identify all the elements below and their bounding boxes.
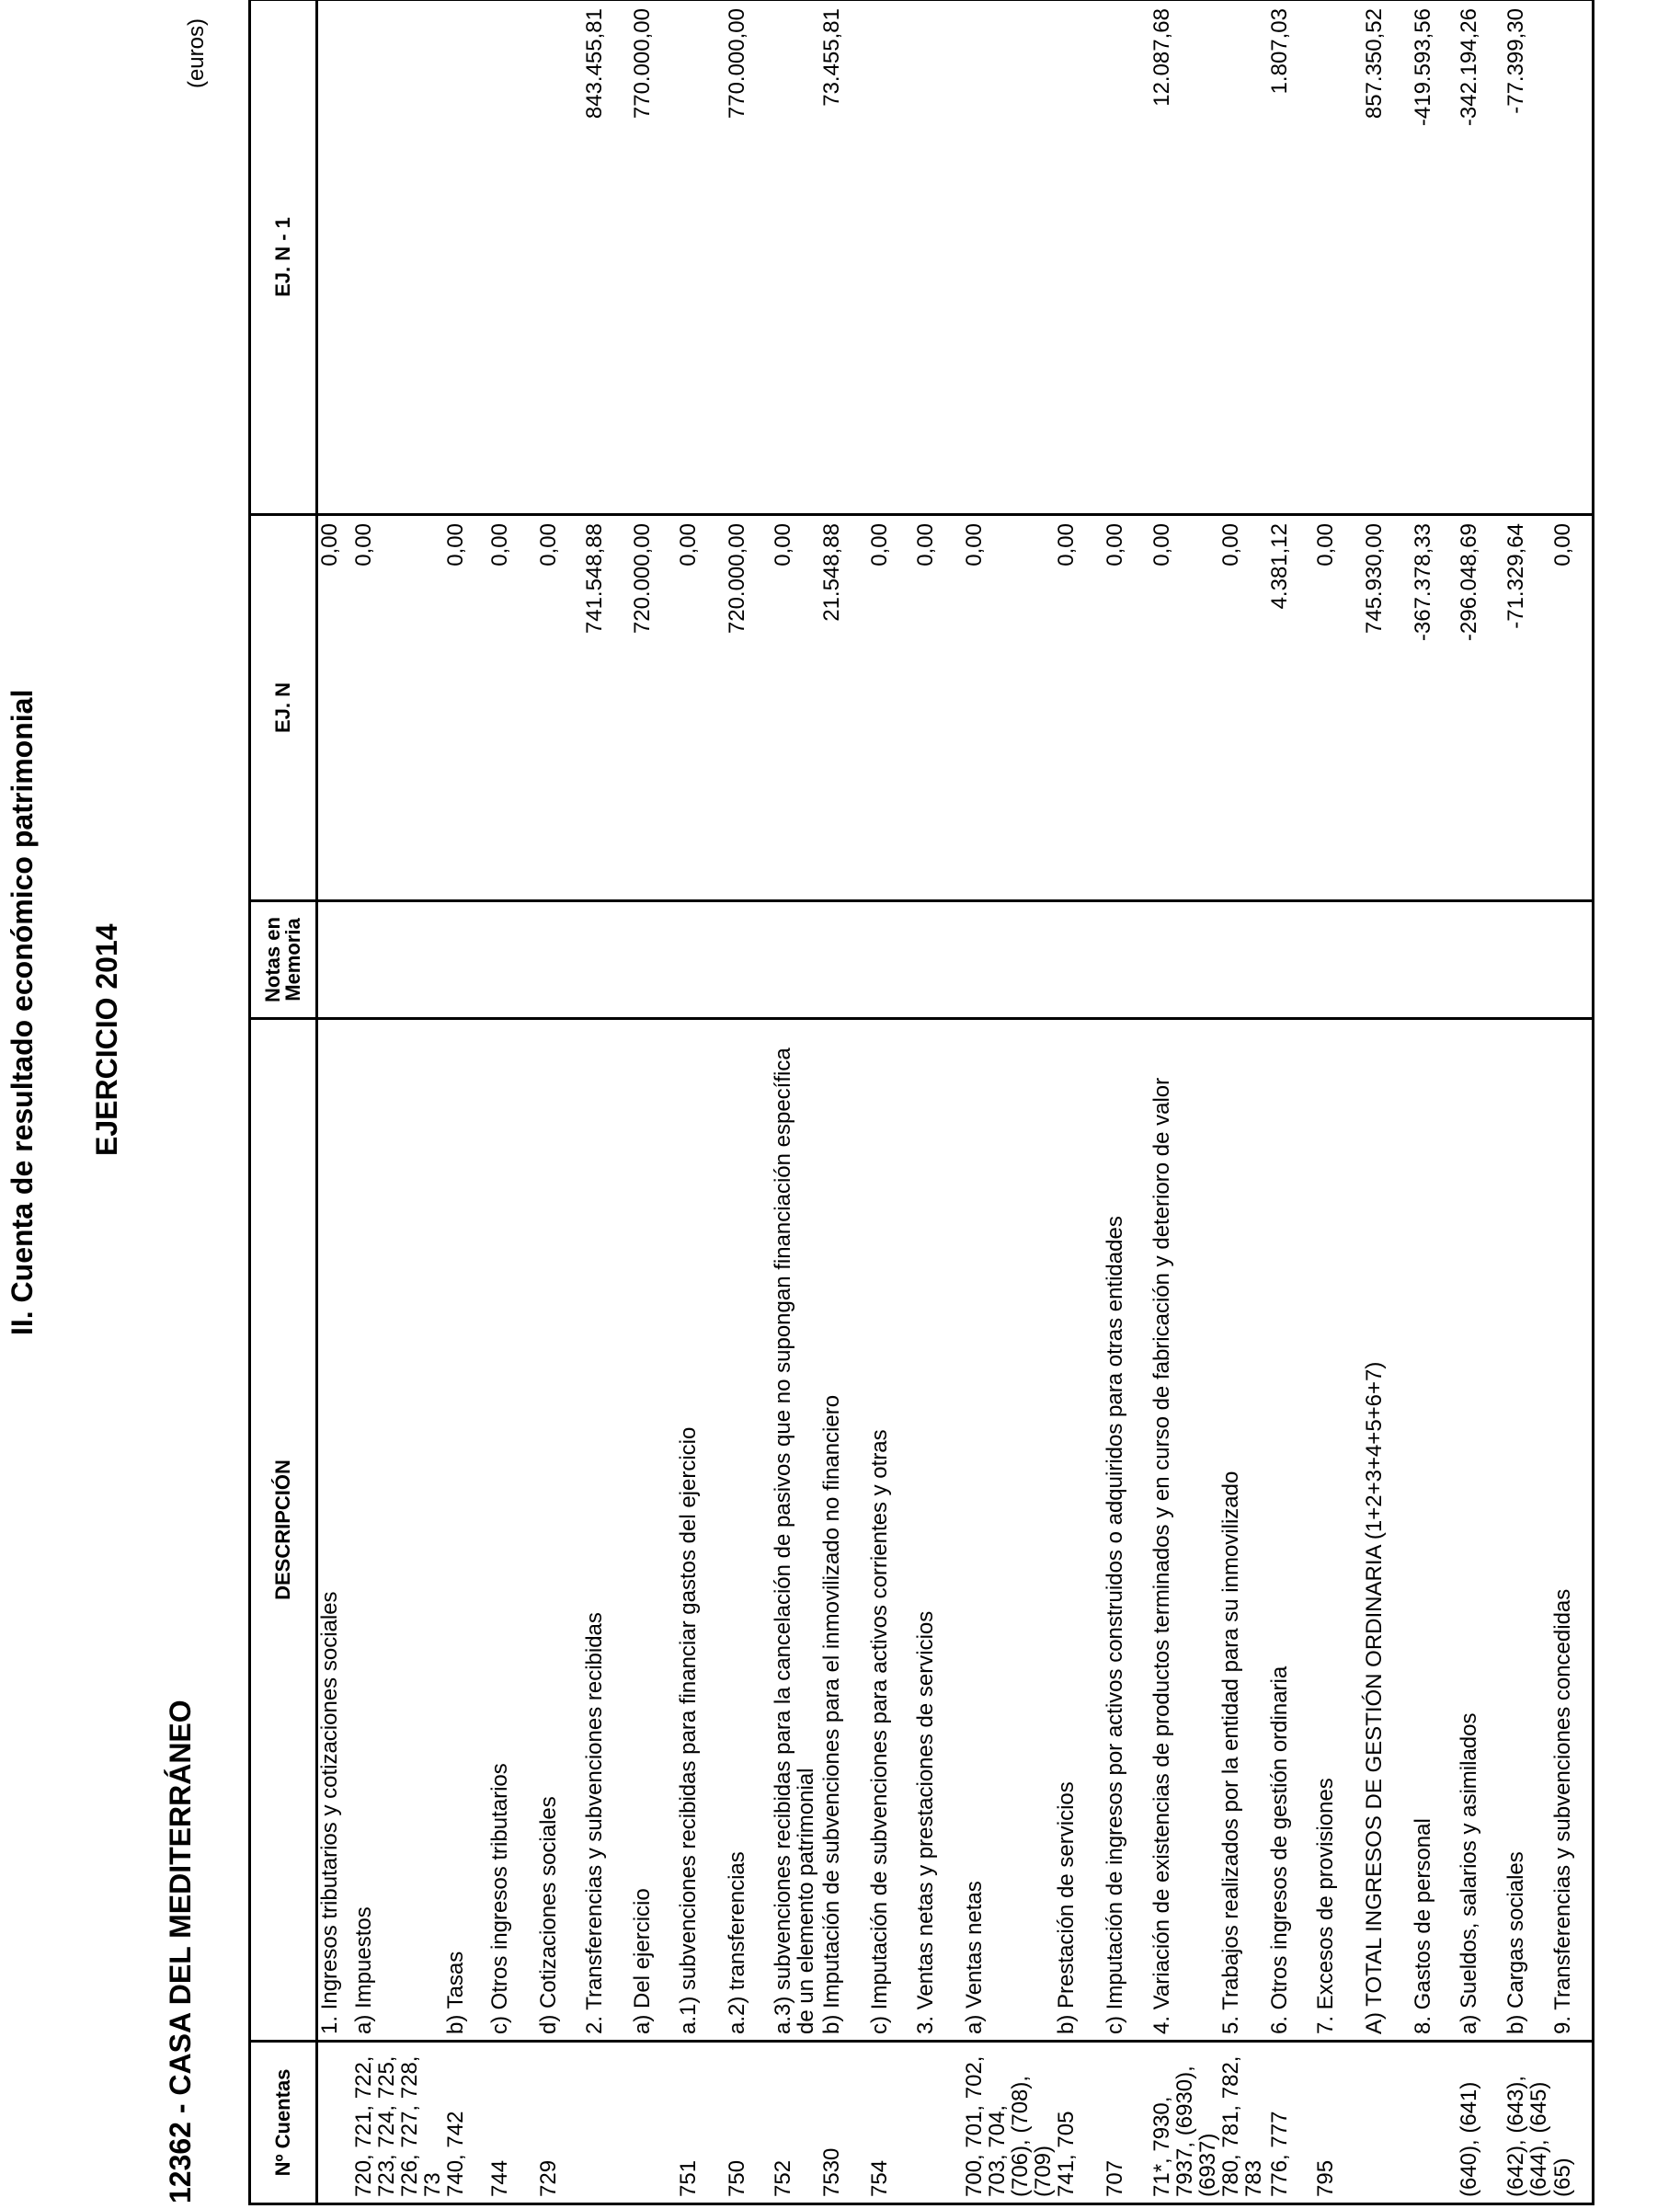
current-year-cell: 720.000,00 [726,515,771,901]
current-year-cell: 745.930,00 [1363,515,1411,901]
account-cell: 729 [537,2042,583,2204]
description-cell: 9. Transferencias y subvenciones concedidas [1551,1019,1594,2042]
description-cell: a) Sueldos, salarios y asimilados [1457,1019,1504,2042]
current-year-cell: 21.548,88 [820,515,868,901]
description-cell: b) Prestación de servicios [1055,1019,1103,2042]
description-cell: a) Ventas netas [963,1019,1055,2042]
notes-cell [677,901,726,1019]
description-cell: 4. Variación de existencias de productos terminados y en curso de fabricación y deterioro de valor [1150,1019,1219,2042]
table-row [1268,0,1314,2204]
notes-cell [963,901,1055,1019]
description-cell: 6. Otros ingresos de gestión ordinaria [1268,1019,1314,2042]
previous-year-cell [868,0,914,515]
current-year-cell: 0,00 [317,515,352,901]
current-year-cell: 0,00 [537,515,583,901]
table-row [1504,0,1551,2204]
header-description: DESCRIPCIÓN [250,1019,317,2042]
table-row [537,0,583,2204]
table-row [488,0,537,2204]
notes-cell [488,901,537,1019]
table-row [963,0,1055,2204]
table-row [1314,0,1363,2204]
previous-year-cell [352,0,444,515]
notes-cell [1219,901,1268,1019]
notes-cell [1055,901,1103,1019]
table-row [771,0,820,2204]
previous-year-cell: 843.455,81 [583,0,631,515]
description-cell: c) Imputación de ingresos por activos construidos o adquiridos para otras entidades [1103,1019,1150,2042]
table-row [583,0,631,2204]
notes-cell [1457,901,1504,1019]
description-cell: b) Tasas [444,1019,488,2042]
notes-cell [1504,901,1551,1019]
account-cell: 700, 701, 702, 703, 704, (706), (708), (709) [963,2042,1055,2204]
notes-cell [1150,901,1219,1019]
table-body [317,0,1594,2204]
current-year-cell: 0,00 [1551,515,1594,901]
account-cell: 744 [488,2042,537,2204]
table-row [868,0,914,2204]
current-year-cell: 0,00 [352,515,444,901]
description-cell: b) Imputación de subvenciones para el inmovilizado no financiero [820,1019,868,2042]
table-row [1411,0,1457,2204]
table-row [1551,0,1594,2204]
entity-heading: 12362 - CASA DEL MEDITERRÁNEO [164,1700,197,2203]
current-year-cell: 720.000,00 [631,515,677,901]
previous-year-cell: 857.350,52 [1363,0,1411,515]
previous-year-cell: -77.399,30 [1504,0,1551,515]
notes-cell [352,901,444,1019]
description-cell: 5. Trabajos realizados por la entidad para su inmovilizado [1219,1019,1268,2042]
account-cell: 751 [677,2042,726,2204]
account-cell [1411,2042,1457,2204]
previous-year-cell: 12.087,68 [1150,0,1219,515]
account-cell: 7530 [820,2042,868,2204]
description-cell: 2. Transferencias y subvenciones recibidas [583,1019,631,2042]
notes-cell [726,901,771,1019]
account-cell: 776, 777 [1268,2042,1314,2204]
account-cell [1363,2042,1411,2204]
description-cell: 7. Excesos de provisiones [1314,1019,1363,2042]
account-cell: (640), (641) [1457,2042,1504,2204]
current-year-cell: 0,00 [868,515,914,901]
description-cell: c) Otros ingresos tributarios [488,1019,537,2042]
description-cell: b) Cargas sociales [1504,1019,1551,2042]
description-cell: a.3) subvenciones recibidas para la cancelación de pasivos que no supongan financiación específica de un elemento patrimonial [771,1019,820,2042]
table-row [1363,0,1411,2204]
previous-year-cell: 770.000,00 [726,0,771,515]
current-year-cell: 0,00 [1314,515,1363,901]
previous-year-cell [1314,0,1363,515]
account-cell [583,2042,631,2204]
exercise-heading: EJERCICIO 2014 [90,923,123,1156]
description-cell: a) Del ejercicio [631,1019,677,2042]
current-year-cell: 0,00 [1219,515,1268,901]
previous-year-cell [963,0,1055,515]
current-year-cell: 0,00 [963,515,1055,901]
description-cell: 3. Ventas netas y prestaciones de servicios [914,1019,963,2042]
notes-cell [583,901,631,1019]
current-year-cell: 0,00 [444,515,488,901]
description-cell: a.1) subvenciones recibidas para financiar gastos del ejercicio [677,1019,726,2042]
units-label: (euros) [184,18,209,89]
previous-year-cell [317,0,352,515]
description-cell: 8. Gastos de personal [1411,1019,1457,2042]
previous-year-cell [1219,0,1268,515]
previous-year-cell: -419.593,56 [1411,0,1457,515]
notes-cell [1268,901,1314,1019]
description-cell: a) Impuestos [352,1019,444,2042]
account-cell [914,2042,963,2204]
current-year-cell: 0,00 [488,515,537,901]
current-year-cell: -367.378,33 [1411,515,1457,901]
notes-cell [317,901,352,1019]
account-cell [317,2042,352,2204]
notes-cell [537,901,583,1019]
account-cell: 750 [726,2042,771,2204]
table-row [1457,0,1504,2204]
report-title: II. Cuenta de resultado económico patrimonial [6,689,39,1335]
current-year-cell: -71.329,64 [1504,515,1551,901]
account-cell: 720, 721, 722, 723, 724, 725, 726, 727, 728, 73 [352,2042,444,2204]
notes-cell [820,901,868,1019]
account-cell: 707 [1103,2042,1150,2204]
account-cell: 740, 742 [444,2042,488,2204]
table-row [1055,0,1103,2204]
table-row [444,0,488,2204]
current-year-cell: 0,00 [1103,515,1150,901]
table-row [352,0,444,2204]
previous-year-cell: 73.455,81 [820,0,868,515]
account-cell: (642), (643), (644), (645) [1504,2042,1551,2204]
table-row [726,0,771,2204]
notes-cell [868,901,914,1019]
notes-cell [444,901,488,1019]
previous-year-cell [444,0,488,515]
table-row [1150,0,1219,2204]
current-year-cell: 0,00 [1055,515,1103,901]
notes-cell [1103,901,1150,1019]
notes-cell [1411,901,1457,1019]
notes-cell [1314,901,1363,1019]
account-cell: 754 [868,2042,914,2204]
table-row [317,0,352,2204]
description-cell: A) TOTAL INGRESOS DE GESTIÓN ORDINARIA (1+2+3+4+5+6+7) [1363,1019,1411,2042]
table-row [631,0,677,2204]
previous-year-cell [771,0,820,515]
account-cell [631,2042,677,2204]
notes-cell [771,901,820,1019]
previous-year-cell [1551,0,1594,515]
table-row [914,0,963,2204]
notes-cell [914,901,963,1019]
current-year-cell: 0,00 [677,515,726,901]
notes-cell [631,901,677,1019]
previous-year-cell: -342.194,26 [1457,0,1504,515]
previous-year-cell [677,0,726,515]
header-notes: Notas en Memoria [250,901,317,1019]
notes-cell [1363,901,1411,1019]
account-cell: 752 [771,2042,820,2204]
previous-year-cell: 1.807,03 [1268,0,1314,515]
header-current-year: EJ. N [250,515,317,901]
table-row [820,0,868,2204]
current-year-cell: 0,00 [1150,515,1219,901]
previous-year-cell [1055,0,1103,515]
header-previous-year: EJ. N - 1 [250,0,317,515]
table-header-row [250,0,317,2204]
table-row [1103,0,1150,2204]
previous-year-cell [1103,0,1150,515]
account-cell: 780, 781, 782, 783 [1219,2042,1268,2204]
previous-year-cell [537,0,583,515]
account-cell: 71*, 7930, 7937, (6930), (6937) [1150,2042,1219,2204]
table-row [1219,0,1268,2204]
description-cell: c) Imputación de subvenciones para activos corrientes y otras [868,1019,914,2042]
current-year-cell: 4.381,12 [1268,515,1314,901]
notes-cell [1551,901,1594,1019]
current-year-cell: 0,00 [771,515,820,901]
previous-year-cell: 770.000,00 [631,0,677,515]
header-accounts: Nº Cuentas [250,2042,317,2204]
current-year-cell: 0,00 [914,515,963,901]
account-cell: 741, 705 [1055,2042,1103,2204]
description-cell: d) Cotizaciones sociales [537,1019,583,2042]
account-cell: 795 [1314,2042,1363,2204]
current-year-cell: -296.048,69 [1457,515,1504,901]
current-year-cell: 741.548,88 [583,515,631,901]
table-row [677,0,726,2204]
previous-year-cell [488,0,537,515]
previous-year-cell [914,0,963,515]
account-cell: (65) [1551,2042,1594,2204]
description-cell: 1. Ingresos tributarios y cotizaciones sociales [317,1019,352,2042]
description-cell: a.2) transferencias [726,1019,771,2042]
result-statement-table [248,0,1594,2205]
